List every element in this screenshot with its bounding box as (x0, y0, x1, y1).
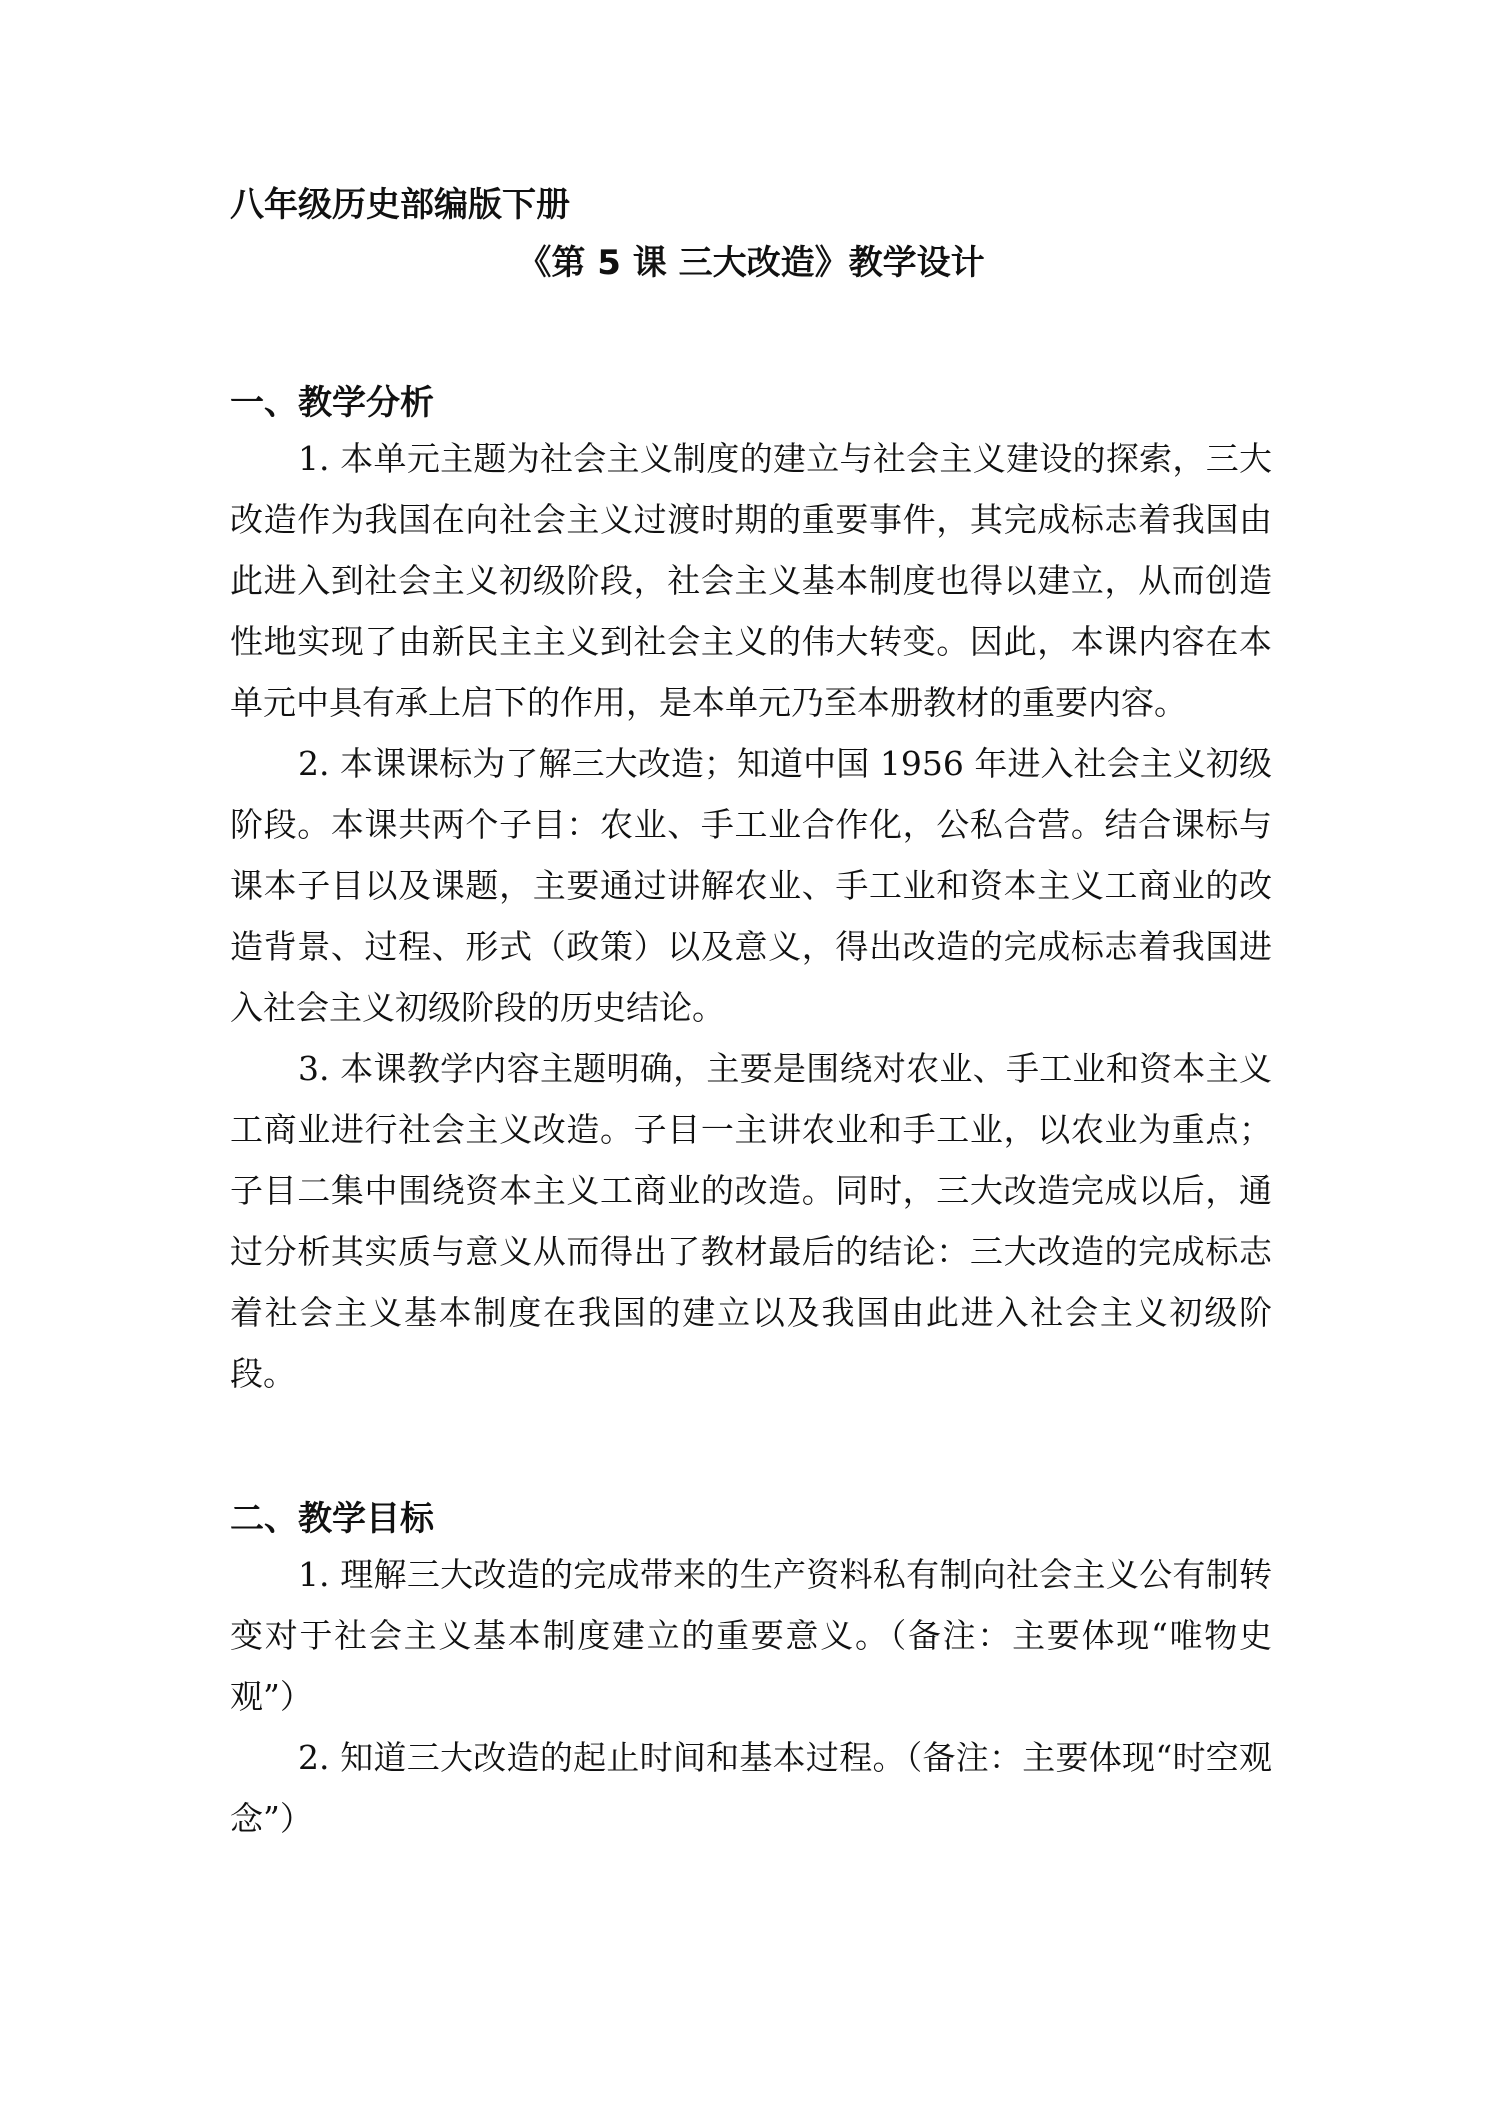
section-heading: 二、教学目标 (230, 1499, 434, 1539)
document-title-lesson: 《第 5 课 三大改造》教学设计 (517, 243, 985, 283)
paragraph: 2. 知道三大改造的起止时间和基本过程。（备注：主要体现“时空观念”） (230, 1738, 1272, 1838)
section-teaching-analysis (230, 378, 1272, 1404)
paragraph: 1. 理解三大改造的完成带来的生产资料私有制向社会主义公有制转变对于社会主义基本制度建立的重要意义。（备注：主要体现“唯物史观”） (230, 1555, 1272, 1716)
document-title-grade: 八年级历史部编版下册 (230, 185, 570, 225)
paragraph: 3. 本课教学内容主题明确，主要是围绕对农业、手工业和资本主义工商业进行社会主义改造。子目一主讲农业和手工业，以农业为重点；子目二集中围绕资本主义工商业的改造。同时，三大改造完成以后，通过分析其实质与意义从而得出了教材最后的结论：三大改造的完成标志着社会主义基本制度在我国的建立以及我国由此进入社会主义初级阶段。 (230, 1049, 1272, 1393)
document-body (230, 180, 1272, 1849)
section-teaching-objectives (230, 1494, 1272, 1849)
paragraph: 1. 本单元主题为社会主义制度的建立与社会主义建设的探索，三大改造作为我国在向社会主义过渡时期的重要事件，其完成标志着我国由此进入到社会主义初级阶段，社会主义基本制度也得以建立，从而创造性地实现了由新民主主义到社会主义的伟大转变。因此，本课内容在本单元中具有承上启下的作用，是本单元乃至本册教材的重要内容。 (230, 439, 1272, 722)
section-heading: 一、教学分析 (230, 383, 434, 423)
paragraph: 2. 本课课标为了解三大改造；知道中国 1956 年进入社会主义初级阶段。本课共两个子目：农业、手工业合作化，公私合营。结合课标与课本子目以及课题，主要通过讲解农业、手工业和资本主义工商业的改造背景、过程、形式（政策）以及意义，得出改造的完成标志着我国进入社会主义初级阶段的历史结论。 (230, 744, 1272, 1027)
